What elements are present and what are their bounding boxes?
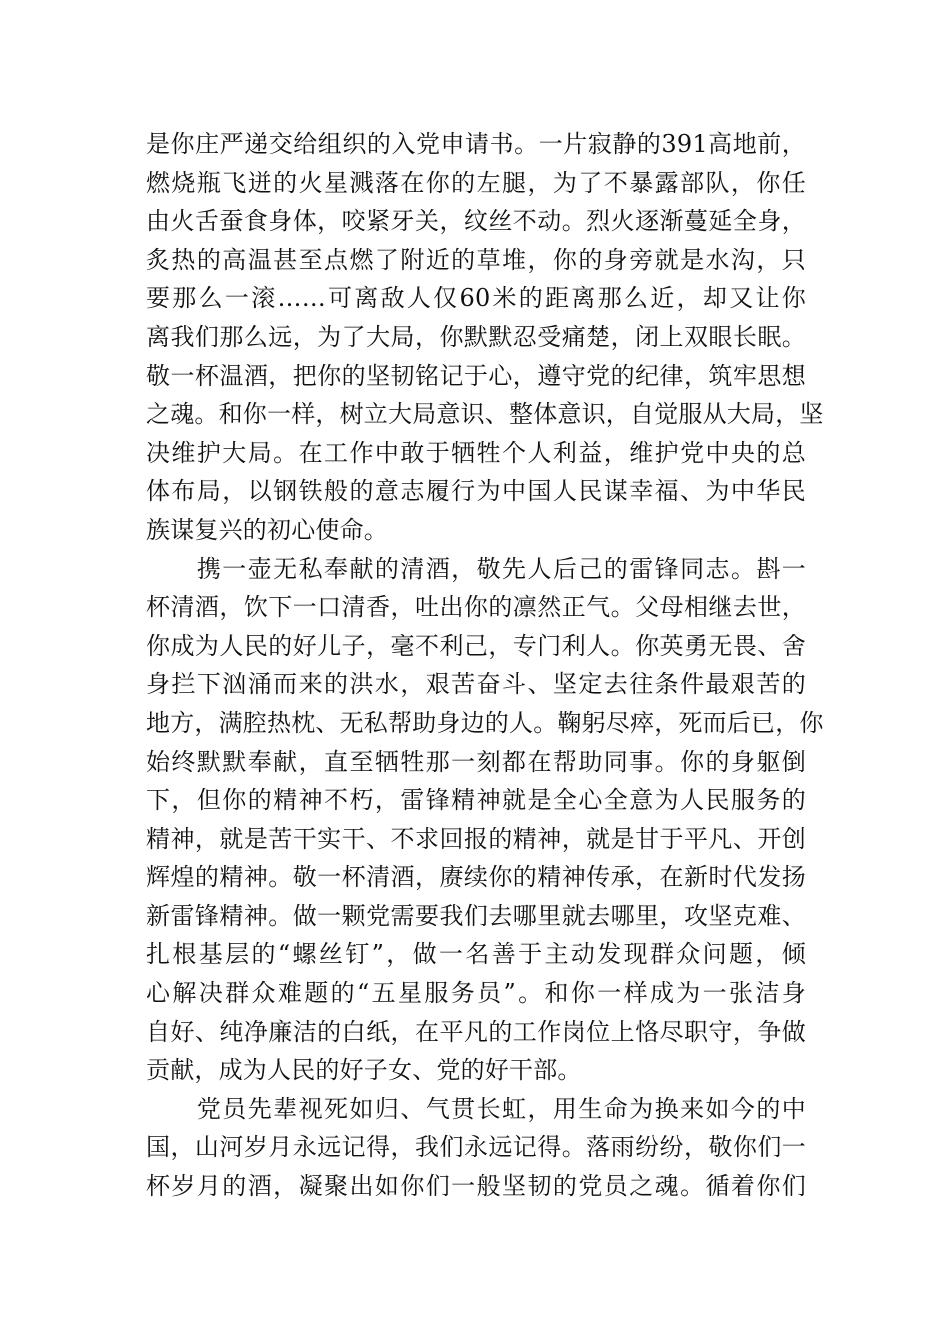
text-line: 精神，就是苦干实干、不求回报的精神，就是甘于平凡、开创 [146,824,806,853]
text-line: 由火舌蚕食身体，咬紧牙关，纹丝不动。烈火逐渐蔓延全身， [146,207,806,236]
text-line: 下，但你的精神不朽，雷锋精神就是全心全意为人民服务的 [146,786,806,815]
text-line: 是你庄严递交给组织的入党申请书。一片寂静的391高地前， [146,130,806,158]
text-line: 体布局，以钢铁般的意志履行为中国人民谋幸福、为中华民 [146,477,806,506]
text-line: 始终默默奉献，直至牺牲那一刻都在帮助同事。你的身躯倒 [146,747,806,776]
text-line: 族谋复兴的初心使命。 [146,515,388,544]
text-line: 贡献，成为人民的好子女、党的好干部。 [146,1056,582,1085]
text-line: 杯清酒，饮下一口清香，吐出你的凛然正气。父母相继去世， [146,593,806,622]
text-line: 地方，满腔热枕、无私帮助身边的人。鞠躬尽瘁，死而后已，你 [146,708,824,737]
text-line: 自好、纯净廉洁的白纸，在平凡的工作岗位上恪尽职守，争做 [146,1017,806,1046]
text-line: 新雷锋精神。做一颗党需要我们去哪里就去哪里，攻坚克难、 [146,901,806,930]
document-body-text [146,125,824,1206]
text-line: 身拦下汹涌而来的洪水，艰苦奋斗、坚定去往条件最艰苦的 [146,670,806,699]
text-line: 离我们那么远，为了大局，你默默忍受痛楚，闭上双眼长眠。 [146,322,806,351]
text-line: 辉煌的精神。敬一杯清酒，赓续你的精神传承，在新时代发扬 [146,863,806,892]
text-line: 携一壶无私奉献的清酒，敬先人后己的雷锋同志。斟一 [146,554,806,583]
text-line: 要那么一滚……可离敌人仅60米的距离那么近，却又让你 [146,284,806,313]
text-line: 你成为人民的好儿子，毫不利己，专门利人。你英勇无畏、舍 [146,631,806,660]
text-line: 扎根基层的“螺丝钉”，做一名善于主动发现群众问题，倾 [146,940,806,969]
text-line: 炙热的高温甚至点燃了附近的草堆，你的身旁就是水沟，只 [146,245,806,274]
text-line: 心解决群众难题的“五星服务员”。和你一样成为一张洁身 [146,979,806,1008]
text-line: 决维护大局。在工作中敢于牺牲个人利益，维护党中央的总 [146,438,806,467]
text-line: 国，山河岁月永远记得，我们永远记得。落雨纷纷，敬你们一 [146,1133,806,1162]
text-line: 燃烧瓶飞迸的火星溅落在你的左腿，为了不暴露部队，你任 [146,168,806,197]
text-line: 杯岁月的酒，凝聚出如你们一般坚韧的党员之魂。循着你们 [146,1172,806,1201]
text-line: 党员先辈视死如归、气贯长虹，用生命为换来如今的中 [146,1094,806,1123]
text-line: 之魂。和你一样，树立大局意识、整体意识，自觉服从大局，坚 [146,400,824,429]
text-line: 敬一杯温酒，把你的坚韧铭记于心，遵守党的纪律，筑牢思想 [146,361,806,390]
